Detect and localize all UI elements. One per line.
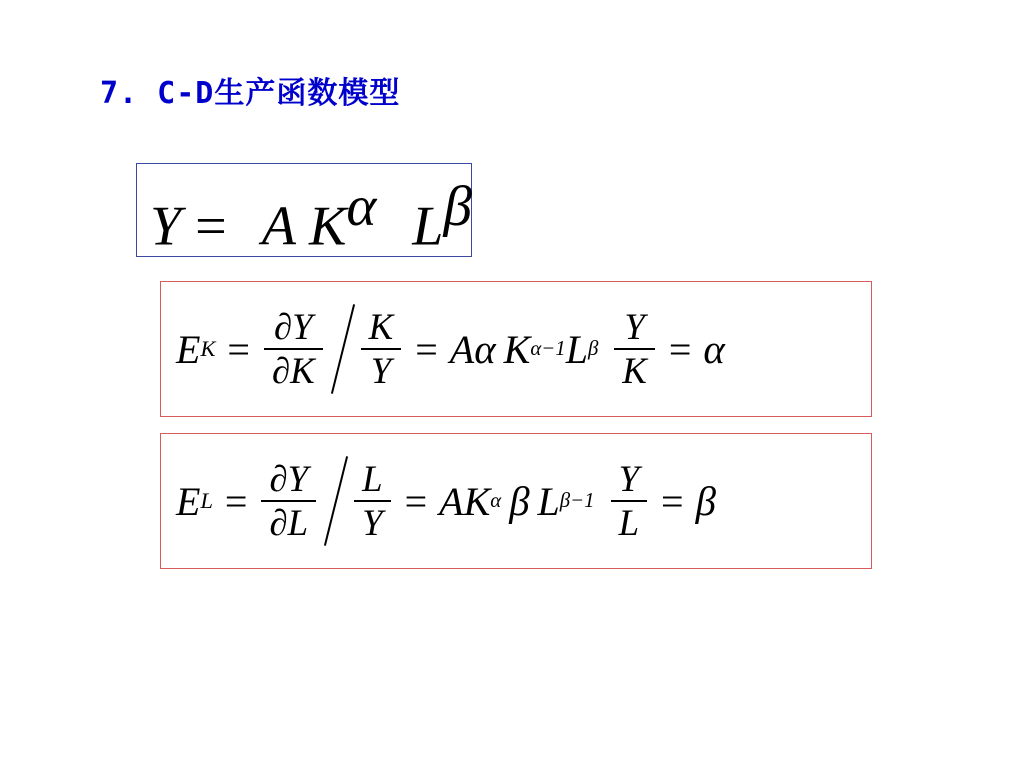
capital-derivative-denominator: ∂K	[271, 350, 315, 391]
capital-ratio-numerator: K	[368, 306, 394, 348]
main-formula-capital-exponent: α	[346, 175, 377, 238]
main-formula-capital: K	[308, 195, 347, 258]
capital-labor-symbol: L	[565, 326, 588, 372]
page-title: 7. C-D生产函数模型	[100, 76, 401, 111]
capital-equals-1: =	[227, 326, 250, 372]
main-formula-equals: =	[195, 195, 227, 258]
division-slash	[318, 453, 352, 549]
capital-equals-3: =	[668, 326, 692, 372]
main-formula-labor: L	[412, 195, 444, 258]
labor-elasticity-label-subscript: L	[200, 488, 213, 513]
labor-coefficient-exponent: α	[490, 489, 502, 512]
capital-equals-2: =	[415, 326, 438, 372]
capital-tail-numerator: Y	[624, 306, 645, 348]
main-formula-lhs: Y	[150, 195, 182, 258]
labor-elasticity-formula	[176, 450, 716, 552]
division-slash	[325, 301, 359, 397]
labor-derivative-fraction	[261, 458, 316, 543]
capital-tail-denominator: K	[622, 350, 647, 391]
labor-equals-3: =	[661, 478, 684, 524]
capital-elasticity-formula	[176, 298, 725, 400]
labor-exponent: β−1	[559, 489, 595, 512]
capital-tail-fraction	[614, 306, 655, 391]
labor-derivative-denominator: ∂L	[269, 502, 309, 543]
labor-tail-numerator: Y	[618, 458, 640, 500]
labor-tail-denominator: L	[618, 502, 640, 543]
capital-ratio-fraction	[361, 306, 402, 391]
labor-equals-1: =	[224, 478, 248, 524]
labor-ratio-numerator: L	[362, 458, 383, 500]
capital-exponent: α−1	[530, 337, 566, 360]
labor-symbol: L	[537, 478, 560, 524]
main-formula-labor-exponent: β	[443, 175, 472, 238]
capital-derivative-numerator: ∂Y	[273, 306, 313, 348]
capital-elasticity-result: α	[703, 326, 725, 372]
labor-ratio-fraction	[354, 458, 390, 543]
labor-equals-2: =	[404, 478, 428, 524]
capital-ratio-denominator: Y	[370, 350, 392, 391]
labor-derivative-numerator: ∂Y	[269, 458, 309, 500]
labor-elasticity-result: β	[695, 478, 716, 524]
labor-ratio-denominator: Y	[362, 502, 383, 543]
labor-tail-fraction	[611, 458, 647, 543]
capital-labor-exponent: β	[587, 337, 599, 360]
labor-coefficient: AK	[439, 478, 491, 524]
labor-elasticity-label: E	[176, 478, 201, 524]
capital-coefficient: A	[449, 326, 475, 372]
capital-derivative-fraction	[264, 306, 323, 391]
capital-elasticity-label-subscript: K	[200, 336, 216, 361]
capital-elasticity-label: E	[176, 326, 201, 372]
capital-symbol: K	[503, 326, 531, 372]
labor-greek-coefficient: β	[509, 478, 530, 524]
main-formula-coefficient: A	[261, 195, 295, 258]
main-formula	[150, 175, 472, 258]
capital-greek-coefficient: α	[474, 326, 496, 372]
